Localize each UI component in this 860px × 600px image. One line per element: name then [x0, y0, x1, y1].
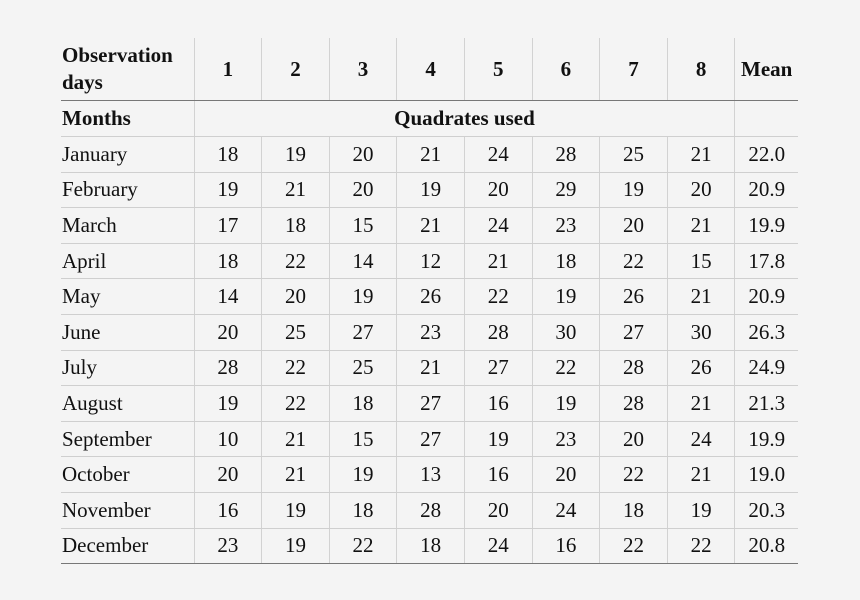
table-row	[61, 350, 798, 386]
quadrate-value-cell: 20	[532, 457, 600, 493]
quadrate-value-cell: 27	[600, 314, 668, 350]
quadrate-value-cell: 20	[600, 208, 668, 244]
quadrate-value-cell: 20	[600, 421, 668, 457]
quadrate-value-cell: 18	[397, 528, 465, 564]
quadrate-value-cell: 23	[532, 421, 600, 457]
subheader-row	[61, 101, 798, 137]
mean-value-cell: 20.8	[735, 528, 798, 564]
quadrate-value-cell: 19	[194, 172, 262, 208]
quadrate-value-cell: 21	[667, 137, 735, 173]
quadrate-value-cell: 29	[532, 172, 600, 208]
table-row	[61, 457, 798, 493]
quadrate-value-cell: 19	[194, 386, 262, 422]
quadrate-value-cell: 20	[329, 137, 397, 173]
quadrate-value-cell: 21	[262, 172, 330, 208]
quadrate-value-cell: 21	[262, 421, 330, 457]
quadrate-value-cell: 30	[667, 314, 735, 350]
quadrate-value-cell: 24	[464, 208, 532, 244]
quadrate-value-cell: 14	[194, 279, 262, 315]
month-cell: December	[61, 528, 194, 564]
table-row	[61, 243, 798, 279]
quadrate-value-cell: 19	[262, 528, 330, 564]
quadrate-value-cell: 23	[532, 208, 600, 244]
mean-value-cell: 20.9	[735, 279, 798, 315]
month-cell: July	[61, 350, 194, 386]
quadrate-value-cell: 21	[262, 457, 330, 493]
quadrate-value-cell: 26	[600, 279, 668, 315]
quadrate-value-cell: 22	[600, 528, 668, 564]
quadrate-value-cell: 19	[600, 172, 668, 208]
quadrate-value-cell: 22	[464, 279, 532, 315]
quadrate-value-cell: 21	[667, 208, 735, 244]
quadrate-value-cell: 14	[329, 243, 397, 279]
month-cell: May	[61, 279, 194, 315]
quadrate-value-cell: 21	[667, 279, 735, 315]
quadrate-value-cell: 19	[329, 457, 397, 493]
day-header: 2	[262, 38, 330, 101]
table-body	[61, 137, 798, 564]
month-cell: November	[61, 492, 194, 528]
day-header: 6	[532, 38, 600, 101]
quadrate-value-cell: 16	[464, 457, 532, 493]
quadrate-value-cell: 15	[329, 208, 397, 244]
day-header: 8	[667, 38, 735, 101]
quadrate-value-cell: 18	[194, 137, 262, 173]
quadrate-value-cell: 25	[262, 314, 330, 350]
mean-value-cell: 19.0	[735, 457, 798, 493]
quadrate-value-cell: 22	[600, 243, 668, 279]
quadrate-value-cell: 22	[262, 243, 330, 279]
quadrate-value-cell: 22	[262, 386, 330, 422]
mean-value-cell: 26.3	[735, 314, 798, 350]
quadrate-value-cell: 16	[532, 528, 600, 564]
quadrate-value-cell: 27	[329, 314, 397, 350]
mean-header: Mean	[735, 38, 798, 101]
quadrate-value-cell: 28	[194, 350, 262, 386]
quadrate-value-cell: 13	[397, 457, 465, 493]
quadrate-value-cell: 21	[397, 350, 465, 386]
quadrate-value-cell: 28	[397, 492, 465, 528]
table-row	[61, 386, 798, 422]
mean-value-cell: 17.8	[735, 243, 798, 279]
mean-value-cell: 20.3	[735, 492, 798, 528]
table-row	[61, 314, 798, 350]
quadrate-value-cell: 25	[600, 137, 668, 173]
table-row	[61, 172, 798, 208]
quadrate-value-cell: 18	[600, 492, 668, 528]
quadrate-value-cell: 19	[532, 386, 600, 422]
quadrate-value-cell: 19	[329, 279, 397, 315]
month-cell: October	[61, 457, 194, 493]
quadrate-value-cell: 16	[464, 386, 532, 422]
mean-value-cell: 21.3	[735, 386, 798, 422]
quadrate-value-cell: 27	[464, 350, 532, 386]
quadrate-value-cell: 20	[464, 492, 532, 528]
quadrate-value-cell: 24	[464, 137, 532, 173]
quadrate-value-cell: 21	[397, 137, 465, 173]
month-cell: September	[61, 421, 194, 457]
months-header: Months	[61, 101, 194, 137]
mean-value-cell: 20.9	[735, 172, 798, 208]
quadrate-value-cell: 28	[600, 386, 668, 422]
quadrate-value-cell: 22	[667, 528, 735, 564]
quadrate-value-cell: 15	[329, 421, 397, 457]
quadrate-value-cell: 18	[262, 208, 330, 244]
table-row	[61, 528, 798, 564]
data-table-container	[61, 38, 798, 564]
quadrate-value-cell: 20	[194, 457, 262, 493]
quadrate-value-cell: 20	[464, 172, 532, 208]
month-cell: January	[61, 137, 194, 173]
day-header: 5	[464, 38, 532, 101]
quadrate-value-cell: 23	[397, 314, 465, 350]
mean-value-cell: 19.9	[735, 421, 798, 457]
quadrate-value-cell: 24	[667, 421, 735, 457]
quadrate-value-cell: 21	[397, 208, 465, 244]
mean-subheader-cell	[735, 101, 798, 137]
quadrate-value-cell: 21	[667, 386, 735, 422]
month-cell: February	[61, 172, 194, 208]
quadrates-table	[61, 38, 798, 564]
quadrate-value-cell: 20	[667, 172, 735, 208]
quadrate-value-cell: 18	[532, 243, 600, 279]
quadrate-value-cell: 26	[397, 279, 465, 315]
quadrate-value-cell: 20	[329, 172, 397, 208]
quadrate-value-cell: 10	[194, 421, 262, 457]
quadrate-value-cell: 19	[262, 492, 330, 528]
mean-value-cell: 24.9	[735, 350, 798, 386]
quadrate-value-cell: 26	[667, 350, 735, 386]
quadrate-value-cell: 21	[464, 243, 532, 279]
quadrate-value-cell: 19	[262, 137, 330, 173]
mean-value-cell: 22.0	[735, 137, 798, 173]
quadrate-value-cell: 15	[667, 243, 735, 279]
quadrate-value-cell: 19	[464, 421, 532, 457]
quadrate-value-cell: 27	[397, 386, 465, 422]
mean-value-cell: 19.9	[735, 208, 798, 244]
quadrate-value-cell: 24	[532, 492, 600, 528]
table-row	[61, 137, 798, 173]
quadrate-value-cell: 21	[667, 457, 735, 493]
month-cell: April	[61, 243, 194, 279]
quadrate-value-cell: 18	[329, 386, 397, 422]
quadrate-value-cell: 19	[532, 279, 600, 315]
quadrate-value-cell: 19	[397, 172, 465, 208]
quadrate-value-cell: 28	[464, 314, 532, 350]
quadrates-used-header: Quadrates used	[194, 101, 735, 137]
quadrate-value-cell: 22	[600, 457, 668, 493]
quadrate-value-cell: 23	[194, 528, 262, 564]
table-row	[61, 279, 798, 315]
quadrate-value-cell: 27	[397, 421, 465, 457]
quadrate-value-cell: 18	[329, 492, 397, 528]
quadrate-value-cell: 30	[532, 314, 600, 350]
day-header: 3	[329, 38, 397, 101]
quadrate-value-cell: 20	[262, 279, 330, 315]
table-row	[61, 492, 798, 528]
observation-days-header: Observation days	[61, 38, 194, 101]
quadrate-value-cell: 12	[397, 243, 465, 279]
table-row	[61, 208, 798, 244]
quadrate-value-cell: 22	[532, 350, 600, 386]
header-row	[61, 38, 798, 101]
table-row	[61, 421, 798, 457]
month-cell: March	[61, 208, 194, 244]
quadrate-value-cell: 16	[194, 492, 262, 528]
quadrate-value-cell: 20	[194, 314, 262, 350]
quadrate-value-cell: 25	[329, 350, 397, 386]
quadrate-value-cell: 19	[667, 492, 735, 528]
quadrate-value-cell: 22	[262, 350, 330, 386]
month-cell: June	[61, 314, 194, 350]
day-header: 7	[600, 38, 668, 101]
quadrate-value-cell: 28	[532, 137, 600, 173]
month-cell: August	[61, 386, 194, 422]
quadrate-value-cell: 24	[464, 528, 532, 564]
quadrate-value-cell: 18	[194, 243, 262, 279]
day-header: 4	[397, 38, 465, 101]
quadrate-value-cell: 22	[329, 528, 397, 564]
quadrate-value-cell: 17	[194, 208, 262, 244]
day-header: 1	[194, 38, 262, 101]
quadrate-value-cell: 28	[600, 350, 668, 386]
